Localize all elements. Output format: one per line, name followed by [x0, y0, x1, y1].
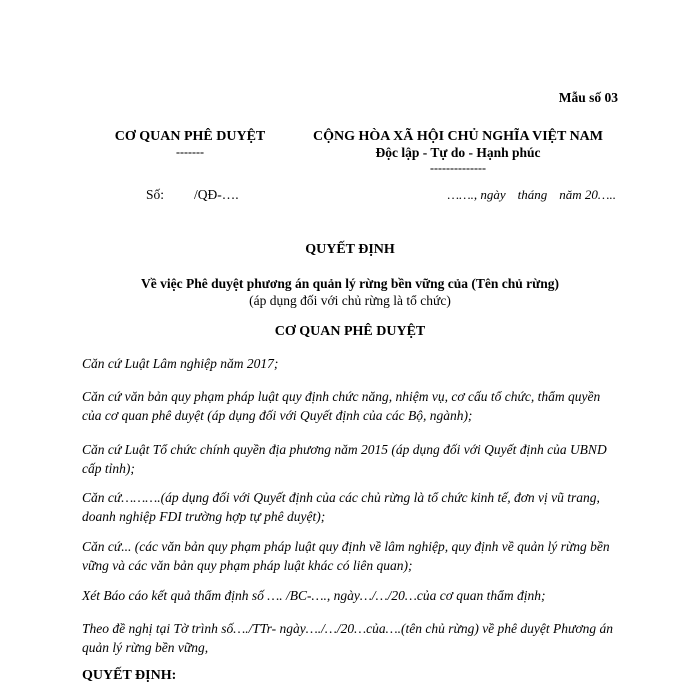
legal-basis-paragraph: Căn cứ Luật Tổ chức chính quyền địa phương năm 2015 (áp dụng đối với Quyết định của UBND cấp tỉnh); — [82, 442, 607, 476]
agency-title: CƠ QUAN PHÊ DUYỆT — [274, 324, 426, 339]
proposal-paragraph: Theo đề nghị tại Tờ trình số…./TTr- ngày…./…/20…của….(tên chủ rừng) về phê duyệt Phương án quản lý rừng bền vững, — [82, 621, 613, 655]
subject-scope-note: (áp dụng đối với chủ rừng là tổ chức) — [249, 293, 451, 308]
legal-basis-paragraph: Căn cứ... (các văn bản quy phạm pháp luật quy định về lâm nghiệp, quy định về quản lý rừng bền vững và các văn bản quy phạm pháp luật khác có liên quan); — [82, 539, 610, 573]
right-header-divider: -------------- — [430, 161, 486, 175]
form-number: Mẫu số 03 — [558, 90, 618, 105]
decision-title: QUYẾT ĐỊNH — [305, 242, 395, 257]
date-year: năm 20….. — [559, 187, 616, 202]
date-place: ……., ngày — [447, 187, 506, 202]
approving-agency-header — [90, 129, 290, 159]
legal-basis-paragraph: Căn cứ……….(áp dụng đối với Quyết định của các chủ rừng là tổ chức kinh tế, đơn vị vũ trang, doanh nghiệp FDI trường hợp tự phê duyệt); — [82, 490, 600, 524]
document-number-label: Số: — [146, 187, 165, 202]
national-header — [308, 129, 608, 175]
date-line — [448, 187, 616, 203]
appraisal-report-paragraph: Xét Báo cáo kết quả thẩm định số …. /BC-…., ngày…/…/20…của cơ quan thẩm định; — [82, 588, 546, 603]
national-motto: Độc lập - Tự do - Hạnh phúc — [375, 145, 541, 160]
document-number-line — [146, 187, 239, 203]
country-name: CỘNG HÒA XÃ HỘI CHỦ NGHĨA VIỆT NAM — [312, 129, 603, 144]
approving-agency-name: CƠ QUAN PHÊ DUYỆT — [114, 129, 266, 144]
legal-basis-paragraph: Căn cứ Luật Lâm nghiệp năm 2017; — [82, 356, 279, 371]
left-header-divider: ------- — [176, 145, 204, 159]
decides-heading: QUYẾT ĐỊNH: — [82, 668, 177, 683]
subject-line: Về việc Phê duyệt phương án quản lý rừng bền vững của (Tên chủ rừng) — [141, 276, 559, 291]
date-month: tháng — [517, 187, 548, 202]
document-number-suffix: /QĐ-…. — [194, 187, 239, 202]
decision-subject — [0, 275, 700, 309]
legal-basis-paragraph: Căn cứ văn bản quy phạm pháp luật quy định chức năng, nhiệm vụ, cơ cấu tổ chức, thẩm quyền của cơ quan phê duyệt (áp dụng đối với Quyết định của các Bộ, ngành); — [82, 389, 601, 423]
